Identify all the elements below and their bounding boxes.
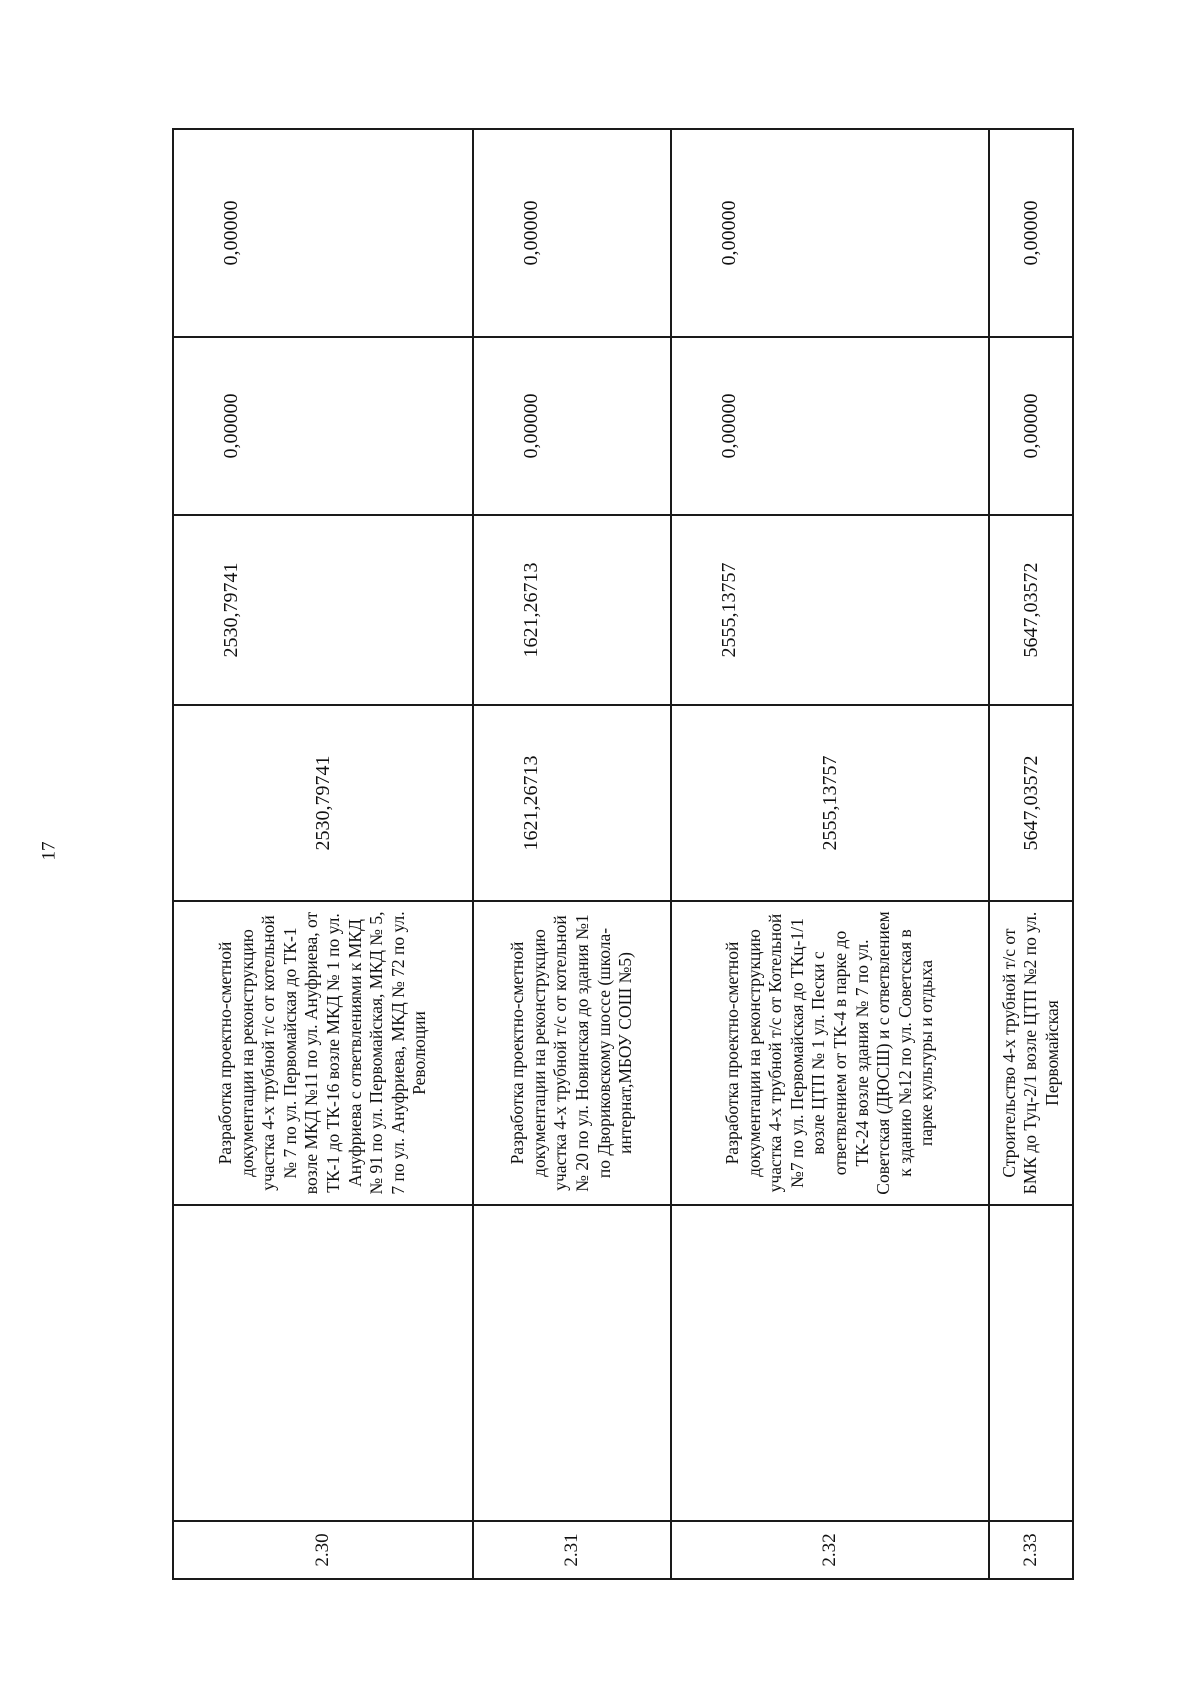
value-cell-2: 1621,26713 xyxy=(473,515,671,705)
page-number: 17 xyxy=(38,841,60,861)
rotated-table-container xyxy=(172,130,1072,1580)
table-row xyxy=(989,129,1073,1579)
empty-cell xyxy=(671,1205,989,1521)
table-row xyxy=(173,129,473,1579)
value-cell-4: 0,00000 xyxy=(989,129,1073,337)
value-cell-2: 2555,13757 xyxy=(671,515,989,705)
table-row xyxy=(671,129,989,1579)
value-cell-3: 0,00000 xyxy=(473,337,671,515)
budget-table xyxy=(172,128,1074,1580)
value-cell-2: 2530,79741 xyxy=(173,515,473,705)
table-row xyxy=(473,129,671,1579)
value-cell-4: 0,00000 xyxy=(173,129,473,337)
value-cell-1: 2555,13757 xyxy=(671,705,989,901)
description-cell: Разработка проектно-сметной документации на реконструкцию участка 4-х трубной т/с от котельной № 20 по ул. Новинская до здания №1 по Двориковскому шоссе (школа-интернат,МБОУ СОШ №5) xyxy=(473,901,671,1205)
empty-cell xyxy=(473,1205,671,1521)
description-cell: Разработка проектно-сметной документации на реконструкцию участка 4-х трубной т/с от котельной № 7 по ул. Первомайская до ТК-1 возле МКД №11 по ул. Ануфриева, от ТК-1 до ТК-16 возле МКД № 1 по ул. Ануфриева с ответвлениями к МКД № 91 по ул. Первомайская, МКД № 5, 7 по ул. Ануфриева, МКД № 72 по ул. Революции xyxy=(173,901,473,1205)
row-number-cell: 2.32 xyxy=(671,1521,989,1579)
value-cell-3: 0,00000 xyxy=(173,337,473,515)
value-cell-1: 1621,26713 xyxy=(473,705,671,901)
value-cell-4: 0,00000 xyxy=(473,129,671,337)
description-cell: Разработка проектно-сметной документации на реконструкцию участка 4-х трубной т/с от Котельной №7 по ул. Первомайская до ТКц-1/1 возле ЦТП № 1 ул. Пески с ответвлением от ТК-4 в парке до ТК-24 возле здания № 7 по ул. Советская (ДЮСШ) и с ответвлением к зданию №12 по ул. Советская в парке культуры и отдыха xyxy=(671,901,989,1205)
row-number-cell: 2.30 xyxy=(173,1521,473,1579)
empty-cell xyxy=(989,1205,1073,1521)
value-cell-3: 0,00000 xyxy=(989,337,1073,515)
value-cell-1: 2530,79741 xyxy=(173,705,473,901)
value-cell-3: 0,00000 xyxy=(671,337,989,515)
description-cell: Строительство 4-х трубной т/с от БМК до Туц-2/1 возле ЦТП №2 по ул. Первомайская xyxy=(989,901,1073,1205)
empty-cell xyxy=(173,1205,473,1521)
row-number-cell: 2.31 xyxy=(473,1521,671,1579)
value-cell-2: 5647,03572 xyxy=(989,515,1073,705)
value-cell-1: 5647,03572 xyxy=(989,705,1073,901)
value-cell-4: 0,00000 xyxy=(671,129,989,337)
row-number-cell: 2.33 xyxy=(989,1521,1073,1579)
